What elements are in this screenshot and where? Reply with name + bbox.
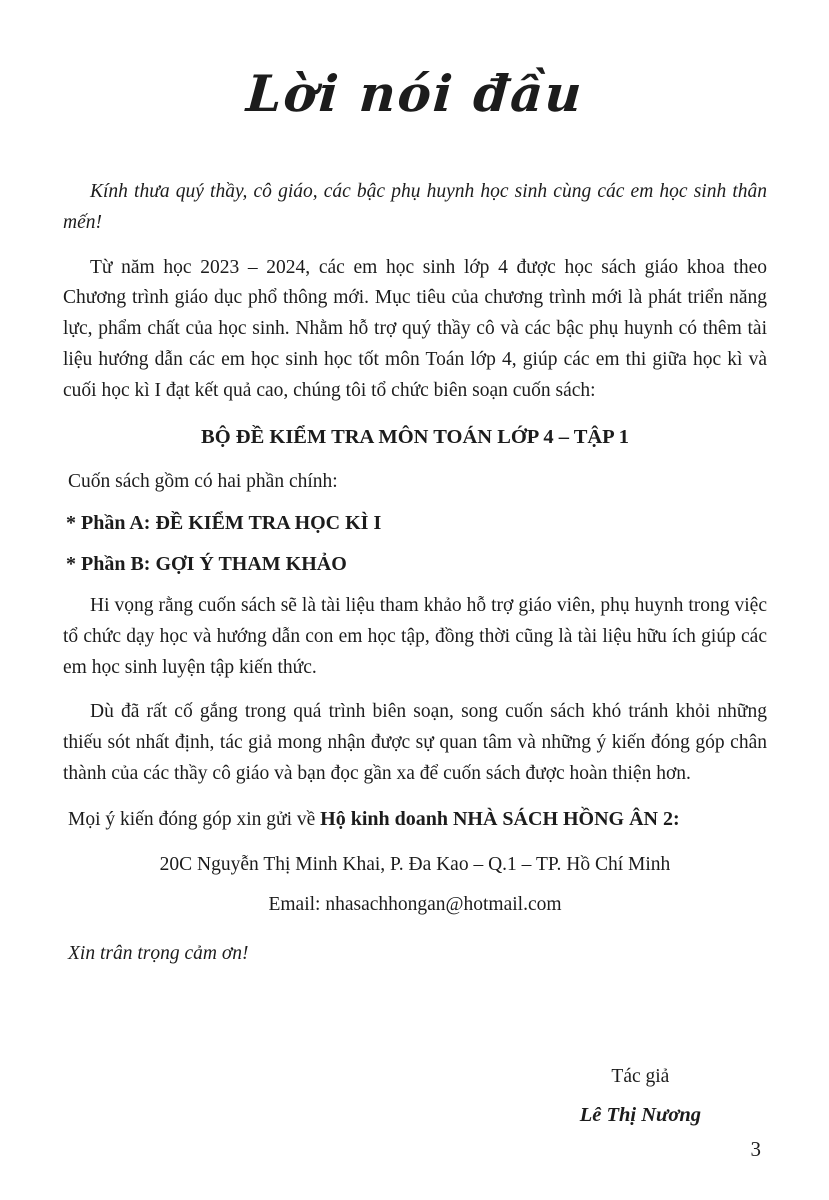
thanks-line: Xin trân trọng cảm ơn! (68, 943, 249, 965)
author-name: Lê Thị Nương (579, 1103, 701, 1126)
hope-paragraph: Hi vọng rằng cuốn sách sẽ là tài liệu tham khảo hỗ trợ giáo viên, phụ huynh trong việc tổ chức dạy học và hướng dẫn con em học tập, đồng thời cũng là tài liệu hữu ích giúp các em học sinh luyện tập kiến thức. (63, 594, 767, 678)
apology-paragraph: Dù đã rất cố gắng trong quá trình biên soạn, song cuốn sách khó tránh khỏi những thiếu sót nhất định, tác giả mong nhận được sự quan tâm và những ý kiến đóng góp chân thành của các thầy cô giáo và bạn đọc gần xa để cuốn sách được hoàn thiện hơn. (63, 701, 767, 784)
address-line: 20C Nguyễn Thị Minh Khai, P. Đa Kao – Q.1 – TP. Hồ Chí Minh (159, 853, 671, 875)
email-line: Email: nhasachhongan@hotmail.com (268, 894, 562, 916)
part-a-line: * Phần A: ĐỀ KIỂM TRA HỌC KÌ I (66, 511, 382, 534)
feedback-text: Mọi ý kiến đóng góp xin gửi về (68, 808, 321, 830)
parts-intro-line: Cuốn sách gồm có hai phần chính: (68, 470, 338, 492)
part-b-line: * Phần B: GỢI Ý THAM KHẢO (66, 553, 347, 576)
author-label: Tác giả (611, 1065, 670, 1087)
book-title: BỘ ĐỀ KIỂM TRA MÔN TOÁN LỚP 4 – TẬP 1 (201, 425, 629, 448)
author-block (580, 1062, 701, 1131)
intro-paragraph: Từ năm học 2023 – 2024, các em học sinh lớp 4 được học sách giáo khoa theo Chương trình giáo dục phổ thông mới. Mục tiêu của chương trình mới là phát triển năng lực, phẩm chất của học sinh. Nhằm hỗ trợ quý thầy cô và các bậc phụ huynh có thêm tài liệu hướng dẫn các em học sinh học tốt môn Toán lớp 4, giúp các em thi giữa học kì và cuối học kì I đạt kết quả cao, chúng tôi tổ chức biên soạn cuốn sách: (63, 256, 767, 401)
publisher-name: Hộ kinh doanh NHÀ SÁCH HỒNG ÂN 2: (320, 807, 680, 830)
page-number: 3 (750, 1136, 761, 1161)
feedback-line (63, 804, 767, 836)
greeting-paragraph: Kính thưa quý thầy, cô giáo, các bậc phụ huynh học sinh cùng các em học sinh thân mến! (63, 181, 767, 233)
page-title: Lời nói đầu (244, 64, 586, 123)
